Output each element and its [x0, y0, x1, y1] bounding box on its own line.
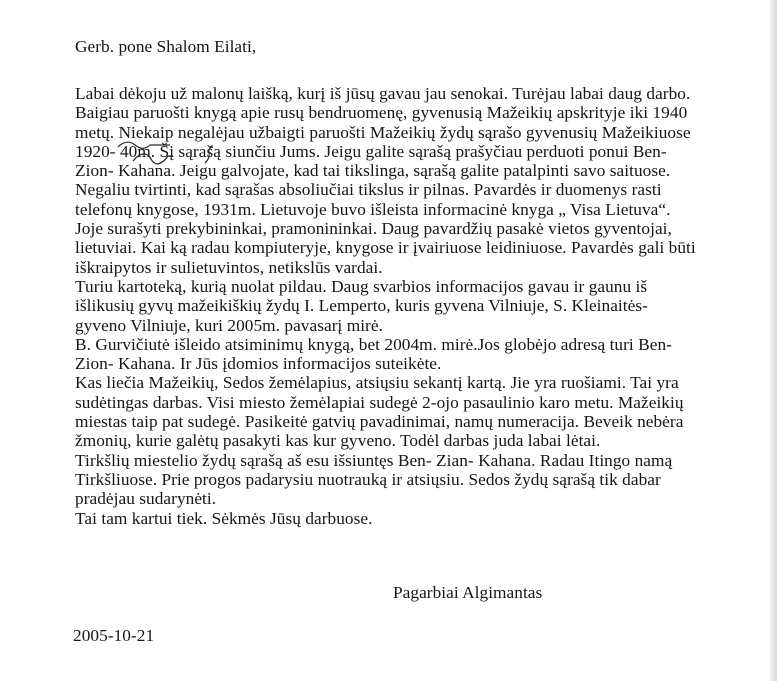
letter-signature: Pagarbiai Algimantas: [393, 583, 543, 602]
letter-line: Labai dėkoju už malonų laišką, kurį iš jūsų gavau jau senokai. Turėjau labai daug darbo.: [75, 84, 691, 103]
letter-salutation: Gerb. pone Shalom Eilati,: [75, 37, 257, 56]
letter-line: pradėjau sudarynėti.: [75, 489, 217, 509]
letter-line: Turiu kartoteką, kurią nuolat pildau. Daug svarbios informacijos gavau ir gaunu iš: [75, 276, 648, 296]
letter-line: Joje surašyti prekybininkai, pramonininkai. Daug pavardžių pasakė vietos gyventojai,: [75, 219, 672, 239]
letter-line: Negaliu tvirtinti, kad sąrašas absoliučiai tikslus ir pilnas. Pavardės ir duomenys rasti: [75, 180, 662, 200]
letter-line: Tirkšlių miestelio žydų sąrašą aš esu išsiuntęs Ben- Zian- Kahana. Radau Itingo namą: [75, 450, 673, 470]
letter-line: išlikusių gyvų mažeikiškių žydų I. Lemperto, kuris gyvena Vilniuje, S. Kleinaitės-: [75, 296, 648, 316]
letter-line: Zion- Kahana. Ir Jūs įdomios informacijos suteikėte.: [75, 354, 442, 374]
letter-line: gyveno Vilniuje, kuri 2005m. pavasarį mirė.: [75, 315, 383, 335]
letter-line: lietuviai. Kai ką radau kompiuteryje, knygose ir įvairiuose leidiniuose. Pavardės gali būti: [75, 238, 696, 258]
letter-line: telefonų knygose, 1931m. Lietuvoje buvo išleista informacinė knyga „ Visa Lietuva“.: [75, 199, 671, 219]
letter-body: [75, 84, 696, 528]
letter-line: žmonių, kurie galėtų pasakyti kas kur gyveno. Todėl darbas juda labai lėtai.: [75, 431, 601, 451]
letter-line: Tirkšliuose. Prie progos padarysiu nuotrauką ir atsiųsiu. Sedos žydų sąrašą tik dabar: [75, 469, 661, 489]
letter-line: Kas liečia Mažeikių, Sedos žemėlapius, atsiųsiu sekantį kartą. Jie yra ruošiami. Tai yra: [75, 373, 679, 393]
scan-edge-shadow: [770, 0, 777, 681]
letter-line: iškraipytos ir sulietuvintos, netikslūs vardai.: [75, 257, 383, 277]
letter-date: 2005-10-21: [73, 626, 155, 645]
letter-line: metų. Niekaip negalėjau užbaigti paruošti Mažeikių žydų sąrašo gyvenusių Mažeikiuose: [75, 122, 691, 142]
letter-line: B. Gurvičiutė išleido atsiminimų knygą, bet 2004m. mirė.Jos globėjo adresą turi Ben-: [75, 334, 672, 354]
letter-line: Baigiau paruošti knygą apie rusų bendruomenę, gyvenusią Mažeikių apskrityje iki 1940: [75, 103, 688, 123]
letter-line: miestas taip pat sudegė. Pasikeitė gatvių pavadinimai, namų numeracija. Beveik nebėra: [75, 412, 684, 432]
letter-line: 1920- 40m. Šį sąrašą siunčiu Jums. Jeigu galite sąrašą prašyčiau perduoti ponui Ben-: [75, 141, 667, 161]
letter-line: Zion- Kahana. Jeigu galvojate, kad tai tikslinga, sąrašą galite patalpinti savo saituose.: [75, 161, 671, 181]
letter-line: Tai tam kartui tiek. Sėkmės Jūsų darbuose.: [75, 508, 373, 528]
letter-line: sudėtingas darbas. Visi miesto žemėlapiai sudegė 2-ojo pasaulinio karo metu. Mažeikių: [75, 392, 684, 412]
